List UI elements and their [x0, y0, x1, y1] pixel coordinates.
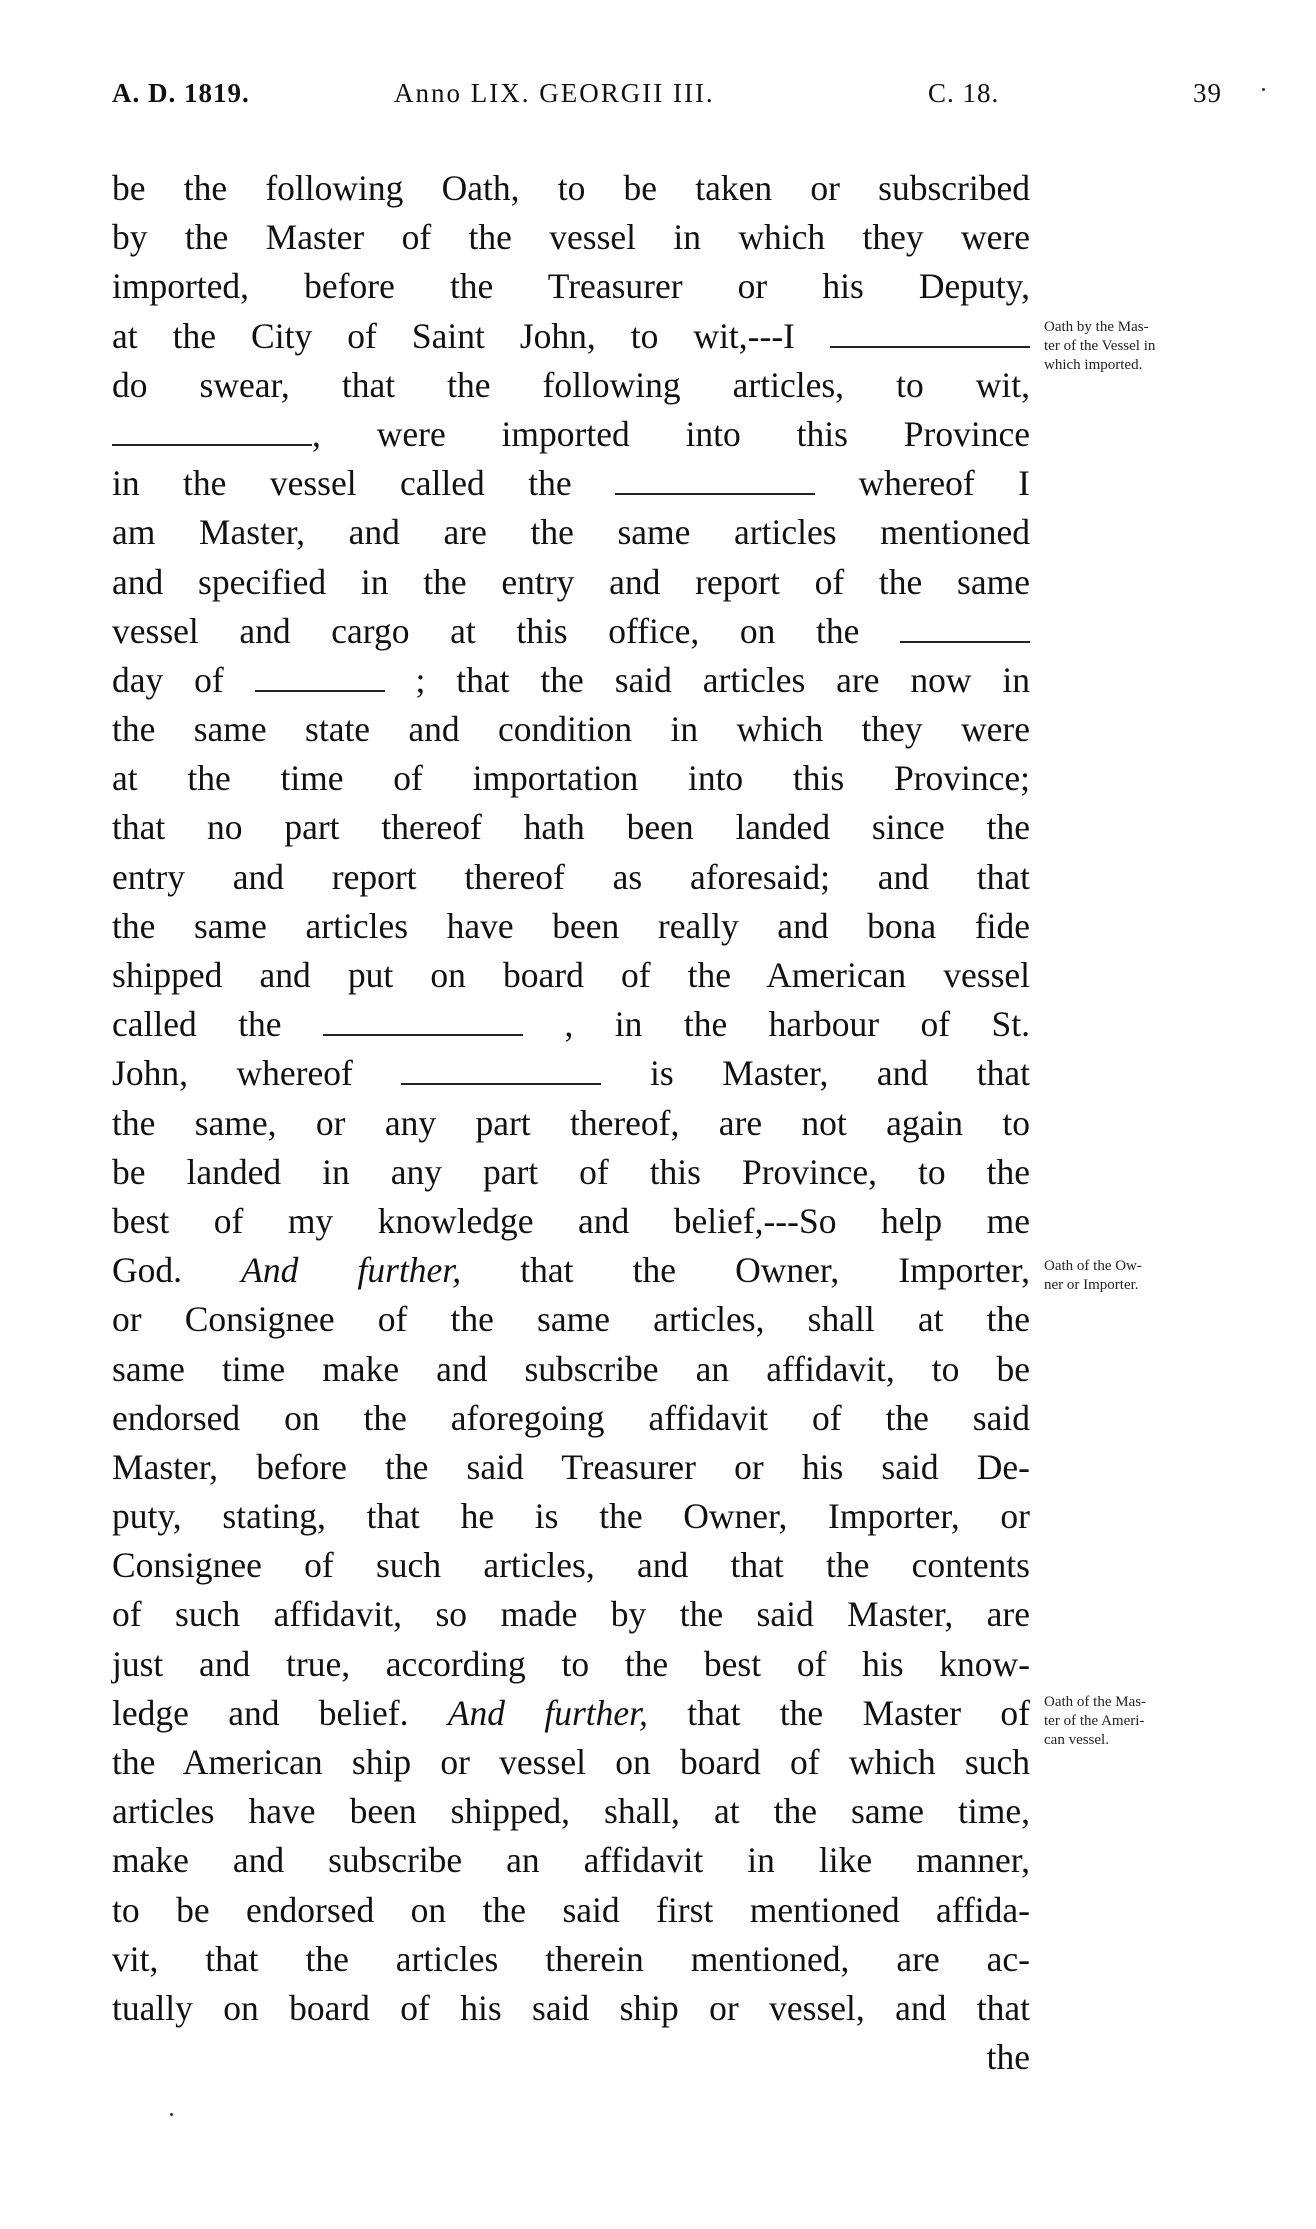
- line-text: of such affidavit, so made by the said Master, are: [112, 1594, 1030, 1635]
- text-line: [112, 705, 1030, 754]
- margin-note-line: Oath by the Mas-: [1044, 319, 1149, 335]
- running-head: [112, 78, 1222, 118]
- margin-note-oath-master: [1044, 318, 1224, 375]
- line-text: Master, before the said Treasurer or his said De-: [112, 1446, 1030, 1487]
- running-head-title: Anno LIX. GEORGII III.: [394, 78, 715, 108]
- line-text: or Consignee of the same articles, shall at the: [112, 1299, 1030, 1340]
- line-text: John, whereof: [112, 1053, 353, 1094]
- line-text: articles have been shipped, shall, at the same time,: [112, 1791, 1030, 1832]
- line-text: the: [986, 2037, 1030, 2078]
- margin-note-line: Oath of the Mas-: [1044, 1694, 1147, 1710]
- text-line: [112, 1246, 1030, 1295]
- fill-in-blank: [112, 414, 312, 446]
- running-head-date: A. D. 1819.: [112, 78, 250, 108]
- line-text: the same state and condition in which they were: [112, 709, 1030, 750]
- page-number: 39: [1193, 78, 1222, 108]
- margin-note-line: ter of the Vessel in: [1044, 338, 1156, 354]
- line-text: just and true, according to the best of his know-: [112, 1643, 1030, 1684]
- line-text: vessel and cargo at this office, on the: [112, 610, 860, 651]
- line-text: best of my knowledge and belief,---So help me: [112, 1200, 1030, 1241]
- fill-in-blank: [830, 316, 1030, 348]
- text-line: [112, 853, 1030, 902]
- text-line: [112, 459, 1030, 508]
- fill-in-blank: [401, 1053, 601, 1085]
- text-line: [112, 164, 1030, 213]
- text-line: [112, 1443, 1030, 1492]
- text-line: [112, 1394, 1030, 1443]
- line-text: that the Master of: [687, 1692, 1030, 1733]
- line-text: at the time of importation into this Province;: [112, 758, 1030, 799]
- text-line: [112, 361, 1030, 410]
- line-text: same time make and subscribe an affidavit, to be: [112, 1348, 1030, 1389]
- text-line: [112, 1049, 1030, 1098]
- margin-note-line: ner or Importer.: [1044, 1277, 1139, 1293]
- line-text: whereof I: [858, 463, 1030, 504]
- text-line: [112, 1787, 1030, 1836]
- text-line: [112, 1886, 1030, 1935]
- line-text: that the Owner, Importer,: [520, 1250, 1031, 1291]
- text-line: [112, 1738, 1030, 1787]
- text-line: [112, 1492, 1030, 1541]
- line-text: , in the harbour of St.: [564, 1004, 1031, 1045]
- text-line: [112, 607, 1030, 656]
- margin-note-line: can vessel.: [1044, 1732, 1109, 1748]
- text-line: [112, 312, 1030, 361]
- text-line: [112, 508, 1030, 557]
- line-text: vit, that the articles therein mentioned, are ac-: [112, 1938, 1030, 1979]
- line-text: God.: [112, 1250, 183, 1291]
- line-text: ; that the said articles are now in: [415, 659, 1031, 700]
- italic-text: And further,: [241, 1250, 462, 1291]
- line-text: shipped and put on board of the American vessel: [112, 955, 1030, 995]
- fill-in-blank: [323, 1004, 523, 1036]
- line-text: tually on board of his said ship or vessel, and that: [112, 1987, 1030, 2028]
- fill-in-blank: [255, 660, 385, 692]
- line-text: be the following Oath, to be taken or subscribed: [112, 168, 1030, 208]
- text-line: [112, 1345, 1030, 1394]
- line-text: by the Master of the vessel in which they were: [112, 217, 1030, 258]
- text-line: [112, 1000, 1030, 1049]
- text-line: [112, 803, 1030, 852]
- line-text: , were imported into this Province: [312, 413, 1030, 454]
- fill-in-blank: [900, 611, 1030, 643]
- text-line: [112, 951, 1030, 1000]
- line-text: the same, or any part thereof, are not again to: [112, 1102, 1030, 1143]
- line-text: imported, before the Treasurer or his Deputy,: [112, 266, 1030, 307]
- text-line: [112, 1689, 1030, 1738]
- text-line: [112, 1148, 1030, 1197]
- line-text: do swear, that the following articles, to wit,: [112, 364, 1030, 405]
- text-line: [112, 1640, 1030, 1689]
- text-line: [112, 1836, 1030, 1885]
- line-text: that no part thereof hath been landed since the: [112, 807, 1030, 848]
- margin-note-oath-owner: [1044, 1257, 1224, 1295]
- text-line: [112, 1984, 1030, 2033]
- catchword-line: [112, 2033, 1030, 2082]
- line-text: be landed in any part of this Province, to the: [112, 1151, 1030, 1192]
- text-line: [112, 656, 1030, 705]
- text-line: [112, 262, 1030, 311]
- line-text: in the vessel called the: [112, 463, 572, 504]
- line-text: called the: [112, 1004, 282, 1045]
- line-text: make and subscribe an affidavit in like manner,: [112, 1840, 1030, 1881]
- text-line: [112, 902, 1030, 951]
- text-line: [112, 1099, 1030, 1148]
- line-text: and specified in the entry and report of the same: [112, 561, 1030, 602]
- margin-note-oath-american-master: [1044, 1693, 1224, 1750]
- text-line: [112, 1935, 1030, 1984]
- running-head-chapter: C. 18.: [928, 78, 1000, 108]
- text-line: [112, 754, 1030, 803]
- text-line: [112, 1295, 1030, 1344]
- line-text: puty, stating, that he is the Owner, Importer, or: [112, 1496, 1030, 1537]
- text-line: [112, 1197, 1030, 1246]
- line-text: Consignee of such articles, and that the contents: [112, 1545, 1030, 1586]
- italic-text: And further,: [447, 1692, 648, 1733]
- margin-note-line: ter of the Ameri-: [1044, 1713, 1145, 1729]
- text-line: [112, 1541, 1030, 1590]
- print-speck: [170, 2113, 173, 2116]
- line-text: day of: [112, 659, 224, 700]
- line-text: entry and report thereof as aforesaid; and that: [112, 856, 1030, 897]
- line-text: the American ship or vessel on board of which such: [112, 1742, 1030, 1782]
- line-text: is Master, and that: [650, 1053, 1030, 1094]
- line-text: endorsed on the aforegoing affidavit of the said: [112, 1397, 1030, 1438]
- text-line: [112, 213, 1030, 262]
- fill-in-blank: [615, 463, 815, 495]
- margin-note-line: which imported.: [1044, 357, 1143, 373]
- text-line: [112, 1590, 1030, 1639]
- body-text: [112, 164, 1030, 2082]
- text-line: [112, 558, 1030, 607]
- line-text: am Master, and are the same articles mentioned: [112, 512, 1030, 553]
- line-text: the same articles have been really and bona fide: [112, 905, 1030, 946]
- line-text: ledge and belief.: [112, 1692, 409, 1733]
- line-text: at the City of Saint John, to wit,---I: [112, 315, 795, 356]
- margin-note-line: Oath of the Ow-: [1044, 1258, 1142, 1274]
- print-speck: [1262, 88, 1265, 91]
- text-line: [112, 410, 1030, 459]
- line-text: to be endorsed on the said first mentioned affida-: [112, 1889, 1030, 1930]
